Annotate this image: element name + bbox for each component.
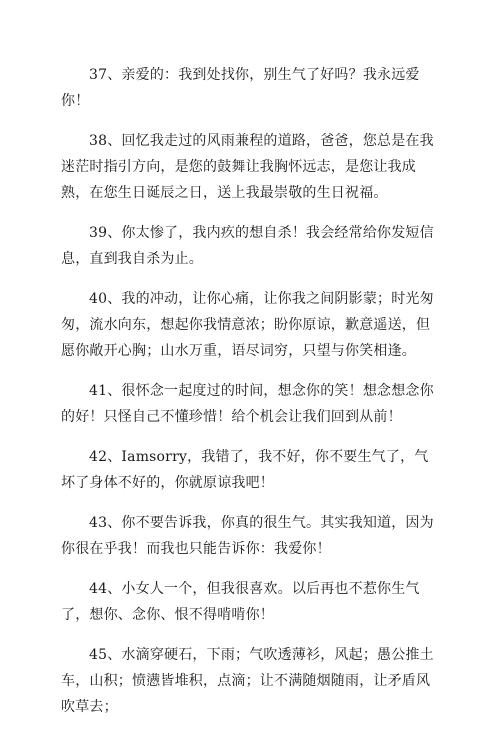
paragraph-40: 40、我的冲动，让你心痛，让你我之间阴影蒙；时光匆匆，流水向东，想起你我情意浓；盼你原谅，歉意遥送，但愿你敞开心胸；山水万重，语尽词穷，只望与你笑相逢。 [61,291,434,359]
paragraph-45: 45、水滴穿硬石，下雨；气吹透薄衫，风起；愚公推土车，山积；愤懑皆堆积，点滴；让不满随烟随雨，让矛盾风吹草去； [61,647,434,715]
document-body [61,62,441,734]
paragraph-42: 42、Iamsorry，我错了，我不好，你不要生气了，气坏了身体不好的，你就原谅我吧！ [61,449,429,491]
paragraph-43: 43、你不要告诉我，你真的很生气。其实我知道，因为你很在乎我！而我也只能告诉你：我爱你！ [61,515,434,557]
paragraph-39: 39、你太惨了，我内疚的想自杀！我会经常给你发短信息，直到我自杀为止。 [61,225,434,267]
paragraph-41: 41、很怀念一起度过的时间，想念你的笑！想念想念你的好！只怪自己不懂珍惜！给个机会让我们回到从前！ [61,383,434,425]
paragraph-38: 38、回忆我走过的风雨兼程的道路，爸爸，您总是在我迷茫时指引方向，是您的鼓舞让我胸怀远志，是您让我成熟，在您生日诞辰之日，送上我最崇敬的生日祝福。 [61,133,434,201]
paragraph-37: 37、亲爱的：我到处找你，别生气了好吗？我永远爱你！ [61,67,420,109]
paragraph-44: 44、小女人一个，但我很喜欢。以后再也不惹你生气了，想你、念你、恨不得啃啃你！ [61,581,420,623]
